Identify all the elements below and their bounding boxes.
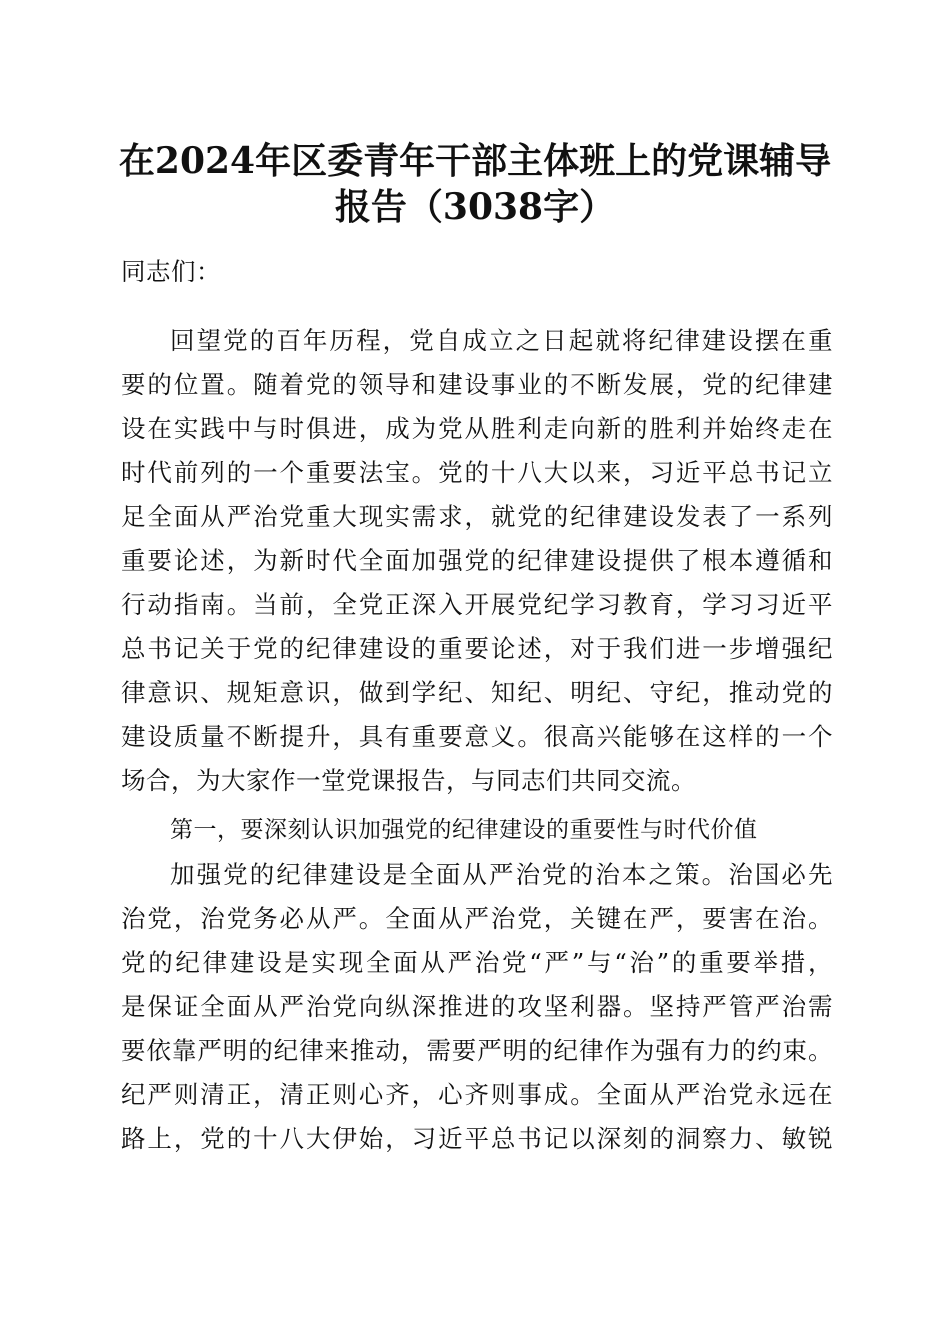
paragraph-2-line: 治党，治党务必从严。全面从严治党，关键在严，要害在治。 — [121, 904, 833, 933]
paragraph-1-line: 回望党的百年历程，党自成立之日起就将纪律建设摆在重 — [170, 326, 833, 355]
paragraph-1-line: 建设质量不断提升，具有重要意义。很高兴能够在这样的一个 — [121, 722, 833, 751]
paragraph-2-line: 是保证全面从严治党向纵深推进的攻坚利器。坚持严管严治需 — [121, 992, 833, 1021]
paragraph-1-line: 时代前列的一个重要法宝。党的十八大以来，习近平总书记立 — [121, 458, 833, 487]
section-1-heading: 第一，要深刻认识加强党的纪律建设的重要性与时代价值 — [170, 817, 758, 843]
paragraph-1-line: 律意识、规矩意识，做到学纪、知纪、明纪、守纪，推动党的 — [121, 678, 833, 707]
paragraph-2-line: 路上，党的十八大伊始，习近平总书记以深刻的洞察力、敏锐 — [121, 1124, 833, 1153]
document-title-line-2: 报告（3038字） — [334, 186, 616, 228]
paragraph-1-line: 足全面从严治党重大现实需求，就党的纪律建设发表了一系列 — [121, 502, 833, 531]
paragraph-2-line: 纪严则清正，清正则心齐，心齐则事成。全面从严治党永远在 — [121, 1080, 833, 1109]
paragraph-2-line: 加强党的纪律建设是全面从严治党的治本之策。治国必先 — [170, 860, 833, 889]
paragraph-1-line: 场合，为大家作一堂党课报告，与同志们共同交流。 — [121, 766, 696, 795]
paragraph-1-line: 总书记关于党的纪律建设的重要论述，对于我们进一步增强纪 — [121, 634, 833, 663]
paragraph-2-line: 党的纪律建设是实现全面从严治党“严”与“治”的重要举措， — [121, 948, 833, 977]
paragraph-1-line: 要的位置。随着党的领导和建设事业的不断发展，党的纪律建 — [121, 370, 833, 399]
paragraph-2-line: 要依靠严明的纪律来推动，需要严明的纪律作为强有力的约束。 — [121, 1036, 833, 1065]
document-title-line-1: 在2024年区委青年干部主体班上的党课辅导 — [118, 140, 832, 182]
paragraph-1-line: 行动指南。当前，全党正深入开展党纪学习教育，学习习近平 — [121, 590, 833, 619]
paragraph-1-line: 设在实践中与时俱进，成为党从胜利走向新的胜利并始终走在 — [121, 414, 833, 443]
salutation: 同志们： — [121, 257, 221, 286]
paragraph-1-line: 重要论述，为新时代全面加强党的纪律建设提供了根本遵循和 — [121, 546, 833, 575]
